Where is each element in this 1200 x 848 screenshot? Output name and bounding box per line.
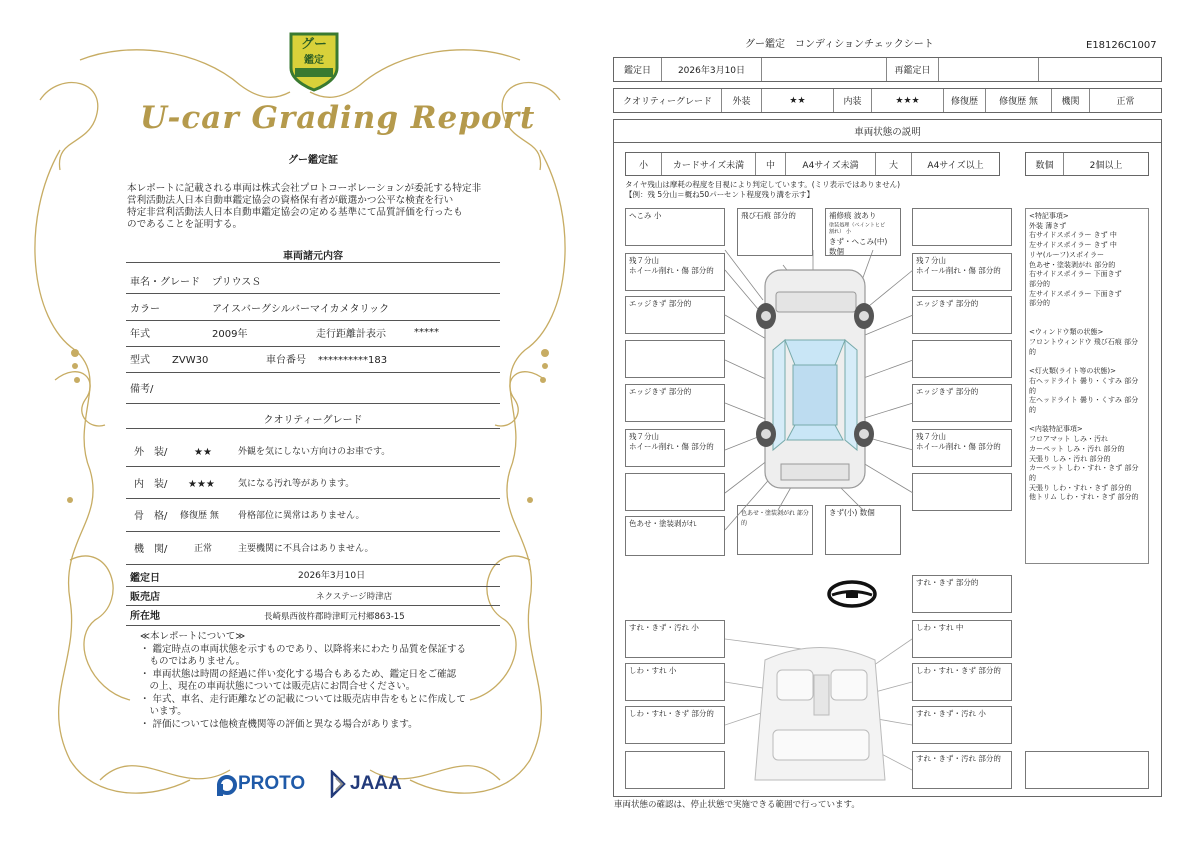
remark-line: 部分的 [1029, 299, 1050, 308]
year-value: 2009年 [212, 329, 248, 340]
legend-small: 小 [626, 153, 662, 175]
notice-line: の上、現在の車両状態については販売店にお問合せください。 [140, 681, 416, 692]
blank-cell [939, 58, 1039, 81]
legend-count-desc: 2個以上 [1089, 160, 1123, 171]
box-text: 残７分山 [629, 256, 659, 265]
notice-line: ものではありません。 [140, 656, 246, 667]
box-text: エッジきず 部分的 [629, 387, 692, 396]
tire-note-2: 【例：残 5分山＝概ね50パーセント程度残り溝を示す】 [625, 190, 815, 199]
box-text: しわ・すれ 中 [916, 623, 964, 632]
car-interior-diagram [725, 630, 915, 790]
tire-note-1: タイヤ残山は摩耗の程度を目視により判定しています。(ミリ表示ではありません) [625, 180, 901, 189]
remark-line: 左サイドスポイラー きず 中 [1029, 241, 1117, 250]
report-heading: U-car Grading Report [140, 100, 536, 136]
spec-row-model [126, 348, 500, 373]
int-box-left-3 [625, 706, 725, 744]
remark-line: <灯火類(ライト等の状態)> [1029, 367, 1116, 376]
name-value: プリウスＳ [212, 277, 262, 288]
color-label: カラー [130, 304, 160, 315]
cert-line: のであることを証明する。 [127, 219, 243, 230]
box-text: ホイール削れ・傷 部分的 [629, 442, 714, 451]
quality-stars: 正常 [194, 544, 213, 554]
box-text: 塗装処理（ペイントヒビ割れ） 小 [829, 222, 886, 235]
box-text: しわ・すれ・きず 部分的 [916, 666, 1001, 675]
spec-row-color [126, 295, 500, 321]
odo-value: ***** [414, 327, 439, 338]
notice-line: ・ 年式、車名、走行距離などの記載については販売店申告をもとに作成して [140, 693, 466, 705]
car-top-view-diagram [613, 200, 1023, 580]
jaaa-mark-icon [328, 770, 348, 798]
chassis-value: **********183 [318, 355, 388, 366]
notice-line: います。 [140, 706, 187, 717]
box-text: エッジきず 部分的 [916, 387, 979, 396]
blank-cell [762, 58, 887, 81]
remark-line: 色あせ・塗装剥がれ 部分的 [1029, 260, 1116, 269]
box-text: エッジきず 部分的 [629, 299, 692, 308]
cert-line: 営利活動法人日本自動車鑑定協会の資格保有者が厳選かつ公平な検査を行い [127, 195, 454, 206]
header-row-dates [613, 57, 1162, 82]
box-text: すれ・きず・汚れ 部分的 [916, 754, 1001, 763]
odo-label: 走行距離計表示 [316, 329, 386, 340]
remark-line: <ウィンドウ類の状態> [1029, 328, 1104, 337]
remark-line: 左ヘッドライト 曇り・くすみ 部分的 [1029, 396, 1139, 415]
count-legend [1025, 152, 1149, 176]
cert-title: グー鑑定証 [288, 155, 338, 166]
spec-title: 車両諸元内容 [283, 251, 343, 262]
remark-line: 他トリム しわ・すれ・きず 部分的 [1029, 493, 1139, 502]
divider [126, 428, 500, 429]
quality-title: クオリティーグレード [263, 415, 363, 426]
box-text: 補修痕 波あり [829, 211, 877, 220]
box-text: 色あせ・塗装剥がれ 部分的 [741, 510, 809, 527]
int-value: ★★★ [872, 89, 944, 112]
quality-label: 内 装/ [134, 479, 168, 490]
dealer-value: ネクステージ時津店 [316, 592, 393, 602]
legend-large-desc: A4サイズ以上 [927, 160, 984, 171]
year-label: 年式 [130, 329, 150, 340]
notice-line: ・ 鑑定時点の車両状態を示すものであり、以降将来にわたり品質を保証する [140, 643, 467, 655]
proto-mark-icon [216, 774, 238, 796]
quality-desc: 骨格部位に異常はありません。 [238, 511, 365, 521]
date-label: 鑑定日 [130, 573, 160, 584]
box-text: 飛び石痕 部分的 [741, 211, 796, 220]
box-text: 残７分山 [916, 432, 946, 441]
box-text: ホイール削れ・傷 部分的 [916, 442, 1001, 451]
badge-bottom-text: 鑑定 [304, 55, 324, 66]
header-row-grades [613, 88, 1162, 113]
address-row [126, 607, 500, 626]
int-box-extra [1025, 751, 1149, 789]
proto-logo [216, 772, 326, 798]
box-text: 残７分山 [629, 432, 659, 441]
quality-stars: ★★★ [188, 479, 215, 490]
badge-top-text: グー [300, 37, 327, 52]
remark-line: フロアマット しみ・汚れ [1029, 435, 1108, 444]
remark-line [1029, 309, 1145, 319]
re-appraisal-label: 再鑑定日 [887, 58, 939, 81]
box-text: ホイール削れ・傷 部分的 [916, 266, 1001, 275]
legend-large: 大 [876, 153, 912, 175]
dealer-label: 販売店 [130, 592, 160, 603]
legend-mid: 中 [756, 153, 786, 175]
notice [140, 631, 500, 731]
address-value: 長崎県西彼杵郡時津町元村郷863-15 [264, 612, 405, 622]
special-remarks [1025, 208, 1149, 564]
jaaa-logo [328, 770, 408, 798]
box-text: しわ・すれ・きず 部分的 [629, 709, 714, 718]
spec-row-notes [126, 374, 500, 404]
remark-line: フロントウィンドウ 飛び石痕 部分的 [1029, 338, 1139, 356]
remark-line [1029, 358, 1145, 368]
quality-stars: 修復歴 無 [180, 511, 219, 521]
int-box-right-1 [912, 620, 1012, 658]
quality-row-engine [126, 533, 500, 565]
remark-line: 右ヘッドライト 曇り・くすみ 部分的 [1029, 376, 1139, 395]
int-box-left-1 [625, 620, 725, 658]
name-label: 車名・グレード [130, 277, 200, 288]
model-label: 型式 [130, 355, 150, 366]
blank-cell [1039, 58, 1161, 81]
box-text: しわ・すれ 小 [629, 666, 677, 675]
appraisal-date-row [126, 567, 500, 587]
jaaa-text: JAAA [350, 773, 402, 794]
box-text: きず(小) 数個 [829, 508, 875, 517]
remark-line: <特記事項> [1029, 212, 1069, 220]
notice-line: ・ 評価については他検査機関等の評価と異なる場合があります。 [140, 718, 418, 730]
quality-desc: 気になる汚れ等があります。 [238, 479, 355, 489]
repair-value: 修復歴 無 [986, 89, 1052, 112]
quality-row-interior [126, 468, 500, 499]
quality-label: 機 関/ [134, 544, 168, 555]
spec-row-year [126, 322, 500, 347]
int-box-left-4 [625, 751, 725, 789]
legend-small-desc: カードサイズ未満 [662, 153, 756, 175]
box-text: すれ・きず・汚れ 小 [916, 709, 986, 718]
remark-line: リヤ(ルーフ)スポイラー [1029, 250, 1104, 259]
legend-count: 数個 [1026, 153, 1064, 175]
address-label: 所在地 [130, 611, 160, 622]
remark-line: カーペット しわ・すれ・きず 部分的 [1029, 464, 1139, 482]
legend-mid-desc: A4サイズ未満 [786, 153, 876, 175]
engine-value: 正常 [1116, 97, 1135, 107]
quality-label: 骨 格/ [134, 511, 168, 522]
notes-label: 備考/ [130, 384, 154, 395]
remark-line: 右サイドスポイラー きず 中 [1029, 231, 1117, 240]
cert-text [127, 183, 507, 231]
section-title: 車両状態の説明 [613, 119, 1162, 143]
notice-line: ・ 車両状態は時間の経過に伴い変化する場合もあるため、鑑定日をご確認 [140, 668, 457, 680]
remark-line: <内装特記事項> [1029, 425, 1083, 434]
sheet-code: E18126C1007 [1086, 40, 1157, 51]
box-text: きず・へこみ(中) 数個 [829, 237, 888, 256]
remark-line: 天張り しわ・すれ・きず 部分的 [1029, 483, 1132, 492]
remark-line: 左サイドスポイラー 下面きず [1029, 289, 1122, 298]
remark-line [1029, 319, 1145, 329]
remark-line [1029, 416, 1145, 426]
repair-label: 修復歴 [944, 89, 986, 112]
size-legend [625, 152, 1000, 176]
ext-label: 外装 [722, 89, 762, 112]
quality-stars: ★★ [194, 447, 212, 458]
date-value: 2026年3月10日 [662, 58, 762, 81]
int-box-left-2 [625, 663, 725, 701]
model-value: ZVW30 [172, 355, 209, 366]
dealer-row [126, 588, 500, 606]
remark-line: 右サイドスポイラー 下面きず [1029, 270, 1122, 279]
goo-kantei-badge [287, 30, 341, 92]
box-text: エッジきず 部分的 [916, 299, 979, 308]
box-text: へこみ 小 [629, 211, 662, 220]
remark-line: カーペット しみ・汚れ 部分的 [1029, 444, 1125, 453]
int-label: 内装 [834, 89, 872, 112]
box-text: ホイール削れ・傷 部分的 [629, 266, 714, 275]
engine-label: 機関 [1052, 89, 1090, 112]
date-label: 鑑定日 [614, 58, 662, 81]
footer-note: 車両状態の確認は、停止状態で実施できる範囲で行っています。 [614, 800, 860, 810]
quality-label: 外 装/ [134, 447, 168, 458]
sheet-title: グー鑑定 コンディションチェックシート [745, 39, 934, 50]
box-text: すれ・きず 部分的 [916, 578, 979, 587]
int-box-right-4 [912, 751, 1012, 789]
box-text: 色あせ・塗装剥がれ [629, 519, 697, 528]
spec-row-name [126, 270, 500, 294]
cert-line: 特定非営利活動法人日本自動車鑑定協会の定める基準にて品質評価を行ったも [127, 207, 463, 218]
remark-line: 天張り しみ・汚れ 部分的 [1029, 454, 1111, 463]
box-text: すれ・きず・汚れ 小 [629, 623, 699, 632]
quality-row-exterior [126, 436, 500, 467]
proto-text: PROTO [238, 773, 306, 794]
notice-title: ≪本レポートについて≫ [140, 631, 246, 642]
chassis-label: 車台番号 [266, 355, 306, 366]
quality-row-frame [126, 500, 500, 532]
int-box-right-3 [912, 706, 1012, 744]
quality-desc: 外観を気にしない方向けのお車です。 [238, 447, 391, 457]
ext-value: ★★ [762, 89, 834, 112]
int-box-steering [912, 575, 1012, 613]
box-text: 残７分山 [916, 256, 946, 265]
steering-wheel-icon [826, 578, 878, 610]
remark-line: 部分的 [1029, 279, 1050, 288]
divider [126, 262, 500, 263]
date-value: 2026年3月10日 [298, 571, 366, 581]
quality-desc: 主要機関に不具合はありません。 [238, 544, 374, 554]
grade-label: クオリティーグレード [614, 89, 722, 112]
remark-line: 外装 薄きず [1029, 221, 1067, 230]
int-box-right-2 [912, 663, 1012, 701]
cert-line: 本レポートに記載される車両は株式会社プロトコーポレーションが委託する特定非 [127, 183, 482, 194]
color-value: アイスバーグシルバーマイカメタリック [212, 304, 390, 315]
